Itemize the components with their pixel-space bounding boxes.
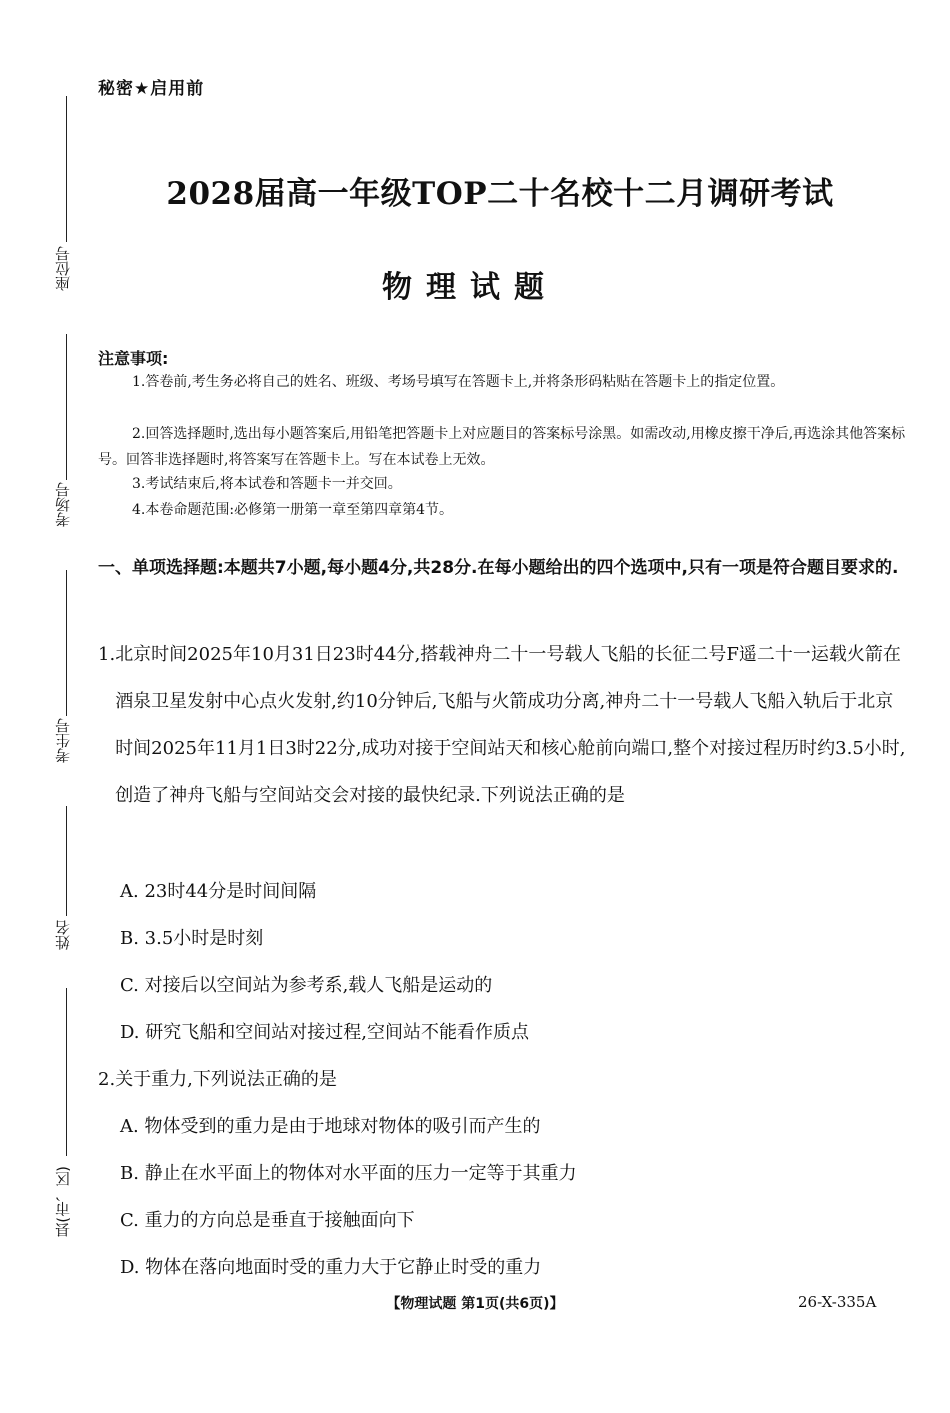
question-stem: 北京时间2025年10月31日23时44分,搭载神舟二十一号载人飞船的长征二号F遥二十一运载火箭在酒泉卫星发射中心点火发射,约10分钟后,飞船与火箭成功分离,神舟二十一号载人飞船入轨后于北京时间2025年11月1日3时22分,成功对接于空间站天和核心舱前向端口,整个对接过程历时约3.5小时,创造了神舟飞船与空间站交会对接的最快纪录.下列说法正确的是	[115, 644, 906, 806]
question-option: C. 对接后以空间站为参考系,载人飞船是运动的	[120, 975, 493, 996]
question-number: 2.	[98, 1069, 116, 1090]
question-option: A. 物体受到的重力是由于地球对物体的吸引而产生的	[120, 1116, 541, 1137]
sidebar-line	[66, 570, 67, 716]
notice-item: 2.回答选择题时,选出每小题答案后,用铅笔把答题卡上对应题目的答案标号涂黑。如需改动,用橡皮擦干净后,再选涂其他答案标号。回答非选择题时,将答案写在答题卡上。写在本试卷上无效。	[98, 426, 906, 468]
notice-heading: 注意事项:	[98, 349, 169, 368]
candidate-number-label: 考生号	[54, 718, 72, 763]
paper-code: 26-X-335A	[798, 1293, 877, 1311]
question-2	[98, 1065, 337, 1091]
question-stem: 关于重力,下列说法正确的是	[115, 1069, 337, 1090]
exam-room-label: 考场号	[54, 482, 72, 527]
exam-title: 2028届高一年级TOP二十名校十二月调研考试	[166, 176, 834, 212]
notice-item: 3.考试结束后,将本试卷和答题卡一并交回。	[132, 476, 402, 492]
question-option: D. 物体在落向地面时受的重力大于它静止时受的重力	[120, 1257, 542, 1278]
page-footer: 【物理试题 第1页(共6页)】	[386, 1296, 564, 1312]
notice-item: 1.答卷前,考生务必将自己的姓名、班级、考场号填写在答题卡上,并将条形码粘贴在答题卡上的指定位置。	[132, 374, 785, 390]
subject-title: 物理试题	[382, 270, 558, 305]
question-option: D. 研究飞船和空间站对接过程,空间站不能看作质点	[120, 1022, 529, 1043]
section-heading: 一、单项选择题:本题共7小题,每小题4分,共28分.在每小题给出的四个选项中,只有一项是符合题目要求的.	[98, 558, 899, 578]
notice-item: 4.本卷命题范围:必修第一册第一章至第四章第4节。	[132, 502, 453, 518]
seat-number-label: 座位号	[54, 246, 72, 291]
question-option: B. 静止在水平面上的物体对水平面的压力一定等于其重力	[120, 1163, 577, 1184]
sidebar-line	[66, 334, 67, 480]
sidebar-line	[66, 806, 67, 916]
name-label: 姓名	[54, 920, 72, 950]
question-option: A. 23时44分是时间间隔	[120, 881, 317, 902]
county-label: 县(市、区)	[54, 1166, 72, 1238]
sidebar-line	[66, 988, 67, 1156]
question-option: B. 3.5小时是时刻	[120, 928, 264, 949]
question-option: C. 重力的方向总是垂直于接触面向下	[120, 1210, 415, 1231]
confidential-label: 秘密★启用前	[98, 79, 205, 99]
question-1	[98, 631, 908, 819]
question-number: 1.	[98, 644, 116, 665]
